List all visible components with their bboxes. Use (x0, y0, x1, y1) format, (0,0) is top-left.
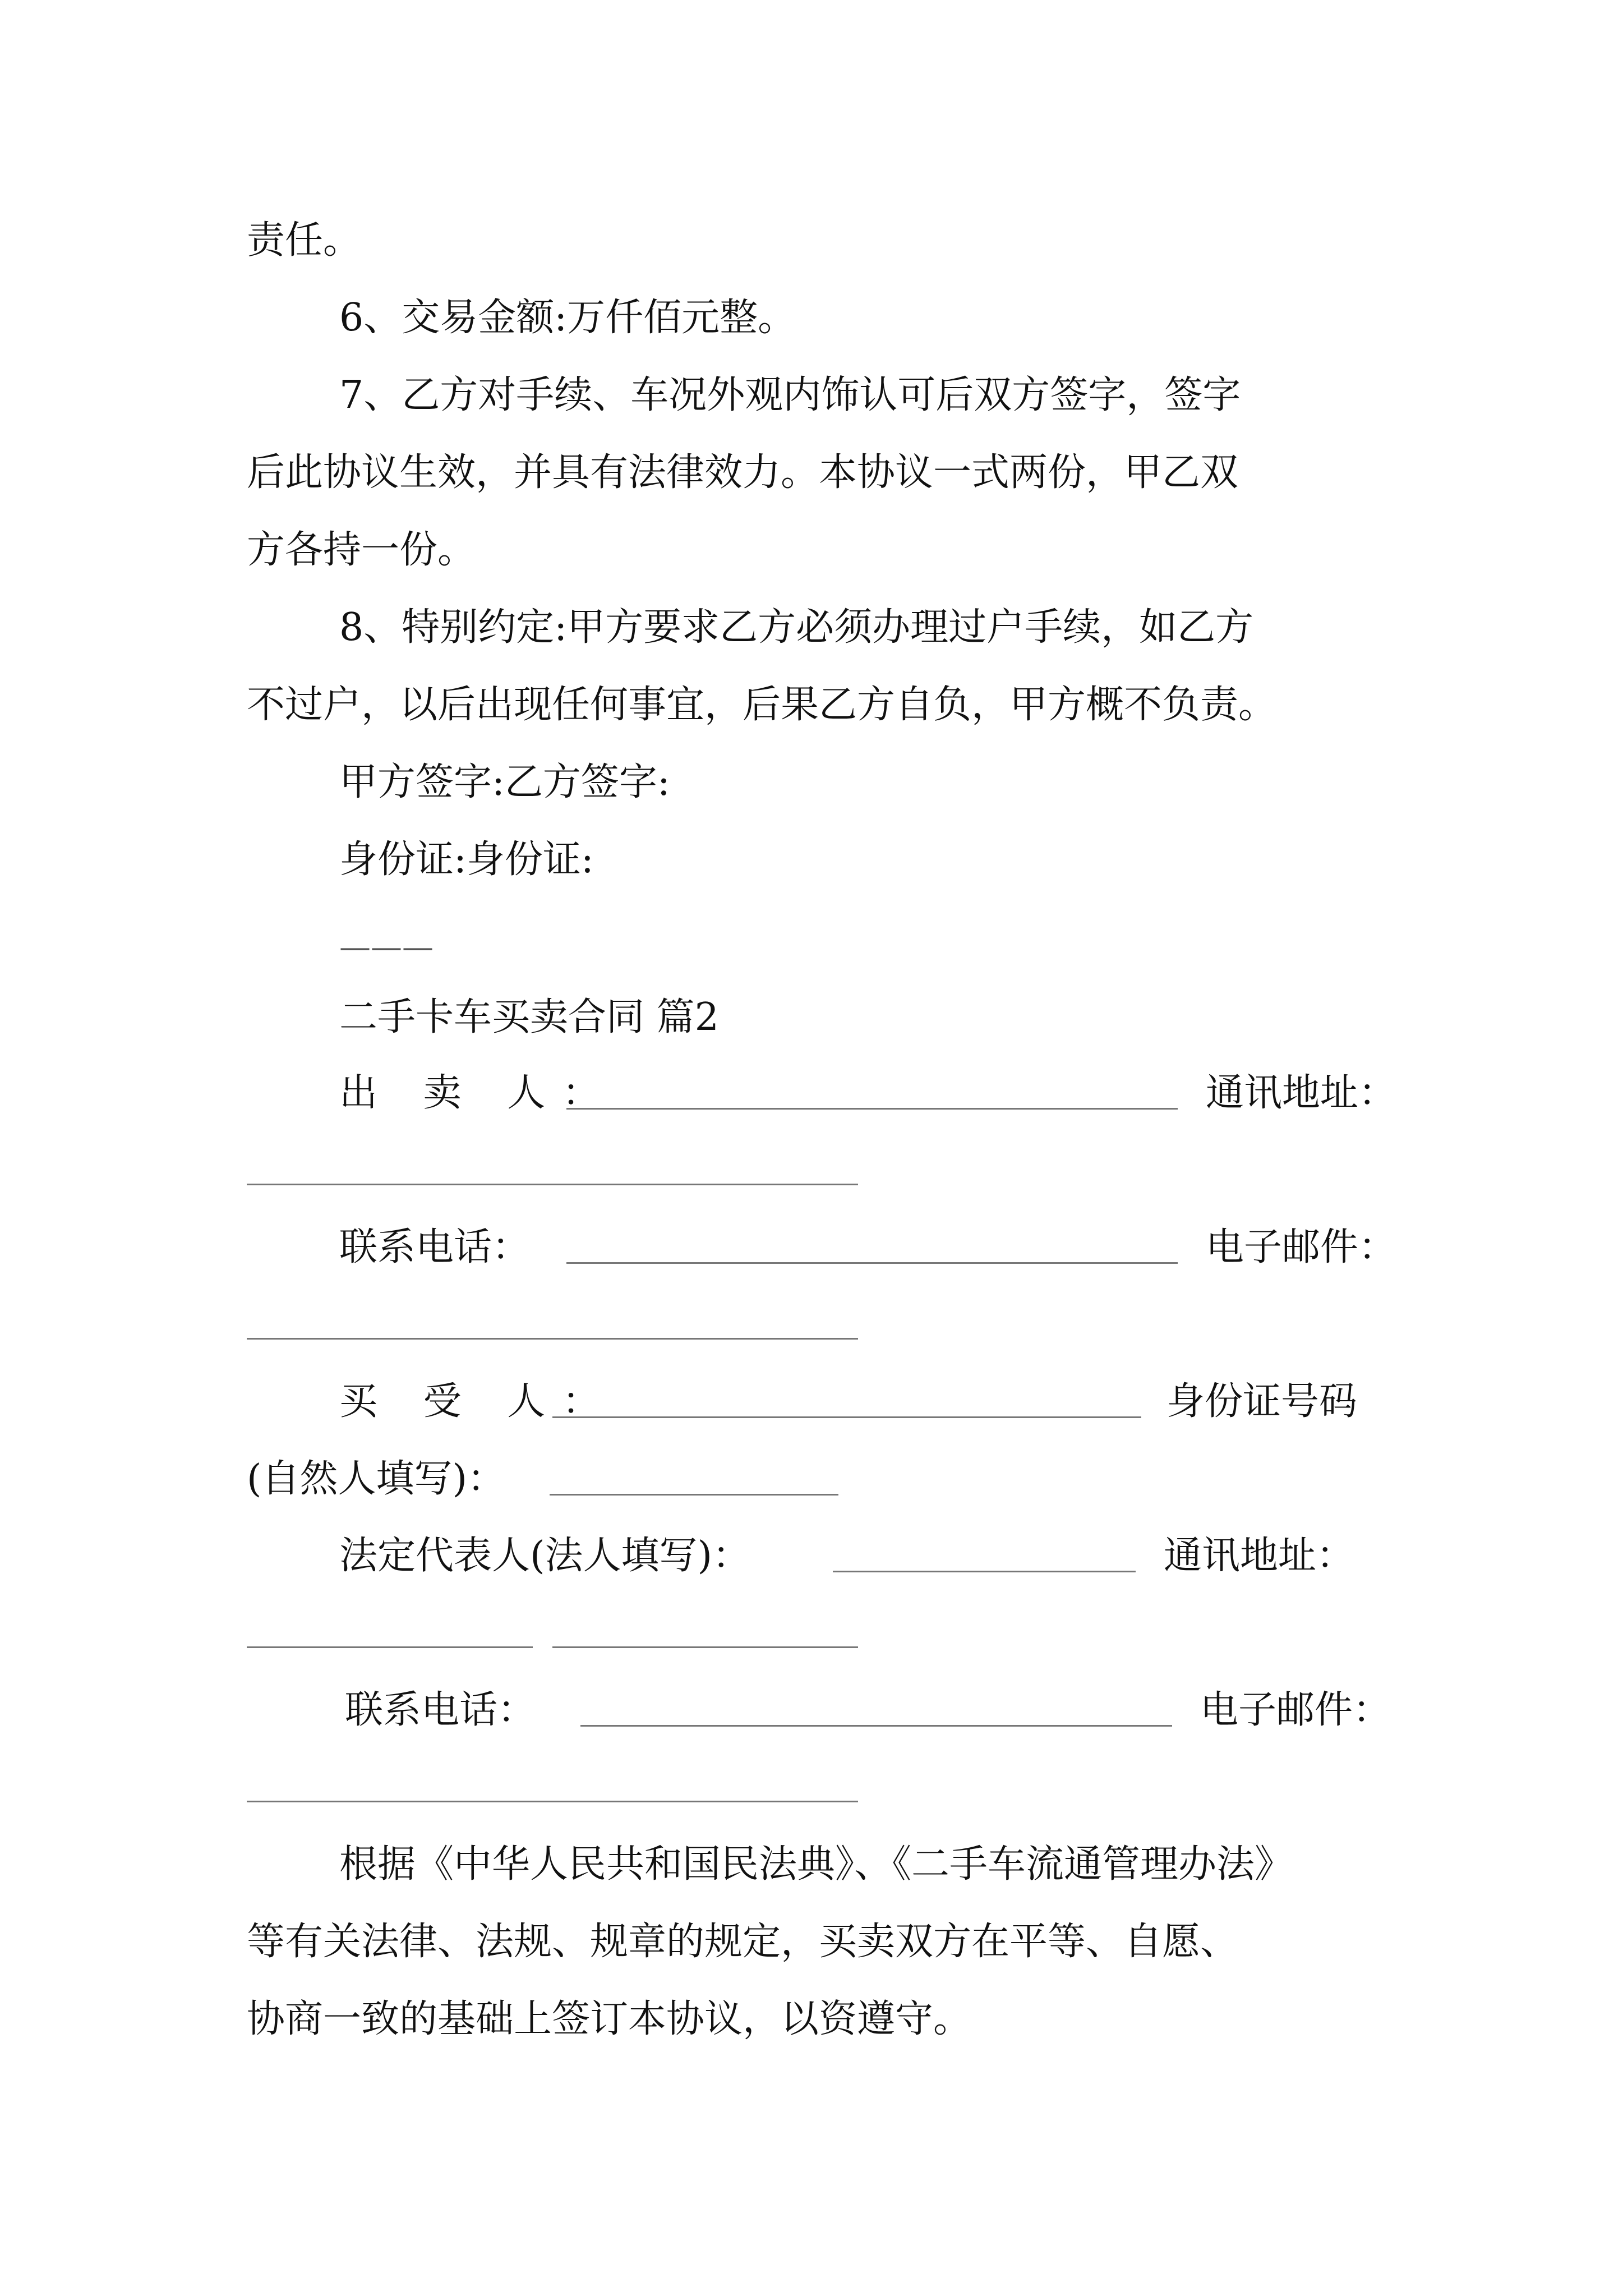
item-7-line2: 后此协议生效，并具有法律效力。本协议一式两份，甲乙双 (247, 450, 1239, 495)
buyer-label: 买 受 人： (339, 1379, 617, 1424)
buyer-email-label: 电子邮件： (1200, 1688, 1391, 1732)
preamble-line3: 协商一致的基础上签订本协议，以资遵守。 (247, 1997, 972, 2041)
seller-email-label: 电子邮件： (1206, 1225, 1397, 1269)
seller-email-field[interactable] (247, 1338, 858, 1340)
section-divider: ——— (339, 929, 434, 965)
buyer-phone-field[interactable] (580, 1725, 1172, 1727)
legal-rep-address-field-a[interactable] (247, 1646, 533, 1648)
item-7-line1: 7、乙方对手续、车况外观内饰认可后双方签字，签字 (339, 373, 1241, 417)
seller-label: 出 卖 人： (339, 1071, 617, 1115)
legal-rep-label: 法定代表人(法人填写)： (339, 1534, 751, 1578)
section-2-title: 二手卡车买卖合同 篇2 (339, 995, 719, 1039)
buyer-phone-label: 联系电话： (345, 1688, 536, 1732)
item-7-line3: 方各持一份。 (247, 528, 476, 572)
buyer-id-field[interactable] (550, 1494, 838, 1496)
item-8-line1: 8、特别约定:甲方要求乙方必须办理过户手续，如乙方 (339, 605, 1254, 650)
buyer-id-label: 身份证号码 (1166, 1379, 1358, 1424)
seller-phone-label: 联系电话： (339, 1225, 531, 1269)
paragraph-fragment: 责任。 (247, 218, 362, 263)
seller-address-label: 通讯地址： (1206, 1071, 1397, 1115)
seller-phone-field[interactable] (566, 1262, 1178, 1264)
signature-line: 甲方签字:乙方签字: (339, 760, 670, 804)
item-6: 6、交易金额:万仟佰元整。 (339, 296, 796, 340)
item-8-line2: 不过户，以后出现任何事宜，后果乙方自负，甲方概不负责。 (247, 683, 1277, 727)
legal-rep-address-label: 通讯地址： (1164, 1534, 1355, 1578)
preamble-line1: 根据《中华人民共和国民法典》、《二手车流通管理办法》 (339, 1842, 1293, 1887)
seller-address-field[interactable] (247, 1184, 858, 1185)
id-line: 身份证:身份证: (339, 838, 594, 882)
preamble-line2: 等有关法律、法规、规章的规定，买卖双方在平等、自愿、 (247, 1920, 1239, 1964)
seller-name-field[interactable] (566, 1108, 1178, 1110)
legal-rep-field[interactable] (833, 1571, 1136, 1572)
buyer-email-field[interactable] (247, 1801, 858, 1802)
buyer-name-field[interactable] (552, 1416, 1141, 1418)
buyer-id-note: (自然人填写)： (247, 1457, 506, 1501)
legal-rep-address-field-b[interactable] (552, 1646, 858, 1648)
